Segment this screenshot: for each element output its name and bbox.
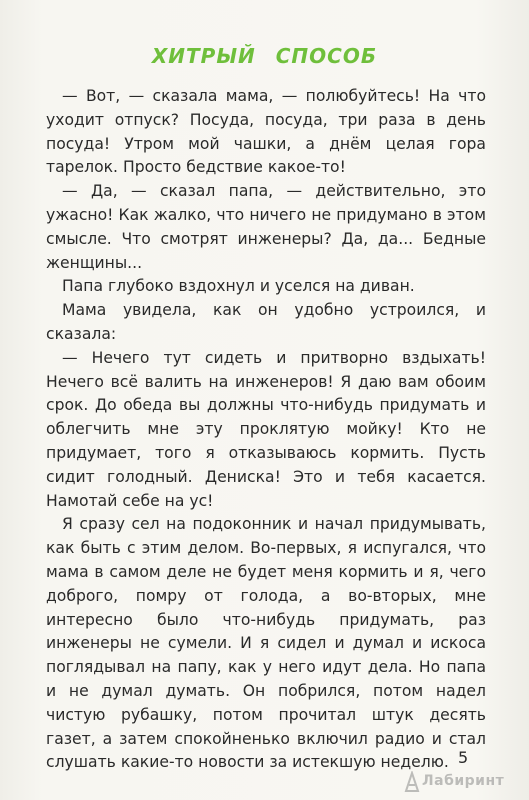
paragraph: — Да, — сказал папа, — действительно, это ужасно! Как жалко, что ничего не придумано в этом смысле. Что смотрят инженеры? Да, да... Бедные женщины... (46, 182, 486, 272)
watermark (404, 770, 516, 794)
paragraph: — Нечего тут сидеть и притворно вздыхать! Нечего всё валить на инженеров! Я даю вам обоим срок. До обеда вы должны что-нибудь придумать и облегчить мне эту проклятую мойку! Кто не придумает, того я отказываюсь кормить. Пусть сидит голодный. Дениска! Это и тебя касается. Намотай себе на ус! (46, 348, 486, 510)
labirint-logo-icon (404, 771, 420, 793)
page-number: 5 (458, 748, 469, 767)
paragraph: Папа глубоко вздохнул и уселся на диван. (62, 277, 415, 296)
paragraph: — Вот, — сказала мама, — полюбуйтесь! На что уходит отпуск? Посуда, посуда, три раза в день посуда! Утром мой чашки, а днём целая гора тарелок. Просто бедствие какое-то! (46, 87, 486, 177)
chapter-title: ХИТРЫЙ СПОСОБ (151, 44, 378, 68)
paragraph: Мама увидела, как он удобно устроился, и сказала: (46, 301, 486, 343)
paragraph: Я сразу сел на подоконник и начал придумывать, как быть с этим делом. Во-первых, я испугался, что мама в самом деле не будет меня кормить и я, чего доброго, помру от голода, а во-вторых, мне интересно было что-нибудь придумать, раз инженеры не сумели. И я сидел и думал и искоса поглядывал на папу, как у него идут дела. Но папа и не думал думать. Он побрился, потом надел чистую рубашку, потом прочитал штук десять газет, а затем спокойненько включил радио и стал слушать какие-то новости за истекшую неделю. (46, 515, 486, 772)
story-text (46, 85, 486, 775)
watermark-text: Лабиринт (422, 773, 505, 789)
